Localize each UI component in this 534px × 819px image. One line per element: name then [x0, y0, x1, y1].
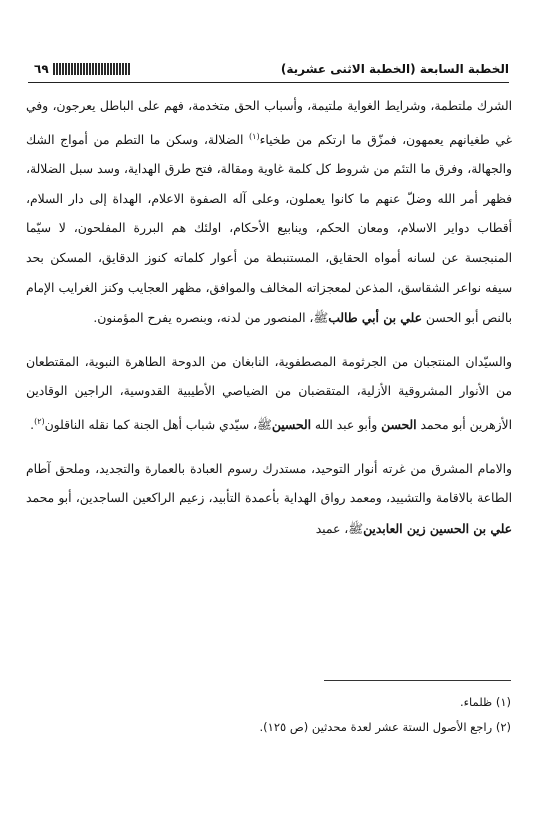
- text-run: وأبو عبد الله: [311, 417, 382, 432]
- footnote-marker: (٢): [34, 416, 45, 426]
- hatched-ornament: [53, 63, 131, 75]
- bold-name: الحسن: [381, 416, 417, 432]
- text-run: والامام المشرق من غرته أنوار التوحيد، مستدرك رسوم العبادة بالعمارة والتجديد، وملحق آطام الطاعة بالاقامة والتشييد، ومعمد رواق الهداية بأعمدة التأبيد، زعيم الراكعين الساجدين، أبو محمد: [26, 461, 512, 506]
- text-run: .: [30, 417, 35, 432]
- header-rule: [28, 82, 509, 83]
- footnote-1: (١) ظلماء.: [459, 695, 511, 709]
- paragraph: [26, 348, 512, 441]
- page-header: [28, 58, 509, 80]
- paragraph: [26, 455, 512, 545]
- text-run: ﷺ، عميد: [315, 521, 364, 536]
- text-run: ﷺ، سيّدي شباب أهل الجنة كما نقله الناقلون: [44, 417, 272, 432]
- text-run: ﷺ، المنصور من لدنه، وبنصره يفرح المؤمنون.: [93, 311, 329, 326]
- paragraph: [26, 92, 512, 334]
- page-number-block: [28, 62, 131, 76]
- text-run: والسيّدان المنتجبان من الجرثومة المصطفوية، النابغان من الدوحة الطاهرة النبوية، المقتطعان من الأنوار المشروقية الأزلية، المتقضبان من الضياصي الأطيبية القدوسية، الراجين الوقادين الأزهرين أبو محمد: [26, 354, 512, 432]
- bold-name: الحسين: [271, 416, 312, 432]
- text-run: الضلالة، وسكن ما التطم من أمواج الشك والجهالة، وفرق ما التئم من شروط كل كلمة غاوية ومقالة، فتح طرق الهداية، وسد سبل الضلالة، فظهر أمر الله وضلّ عنهم ما كانوا يعملون، وعلى آله الصفوة الاعلام، الهداة إلى دار السلام، أقطاب دواير الاسلام، ومعان الحكم، وينابيع الأحكام، اولئك هم البررة المفلحون، لا سيّما المنبجسة عن لسانه أمواه الحقايق، المستنبطة من أعوار كلماته كنوز الدقايق، المسكن بحد سيفه نواعر الشقاسق، المذعن لمعجزاته المخالف والموافق، مظهر العجايب وكنز الغرايب الإمام بالنص أبو الحسن: [26, 132, 512, 326]
- footnote-marker: (١): [249, 131, 260, 141]
- body-text: [26, 92, 512, 544]
- footnotes: [28, 690, 511, 740]
- text-run: الشرك ملتطمة، وشرايط الغواية ملتيمة، وأسباب الحق متخدمة، فهم على الباطل يعرجون، وفي غي طغيانهم يعمهون، فمزّق ما ارتكم من طخياء: [26, 99, 512, 147]
- chapter-title: الخطبة السابعة (الخطبة الاثنى عشرية): [280, 62, 509, 76]
- footnote-divider: [324, 680, 511, 681]
- bold-name: علي بن الحسين زين العابدين: [363, 520, 512, 536]
- footnote-2: (٢) راجع الأصول الستة عشر لعدة محدثين (ص ١٢٥).: [259, 720, 511, 734]
- bold-name: علي بن أبي طالب: [328, 310, 422, 326]
- page-number: ٦٩: [34, 62, 49, 76]
